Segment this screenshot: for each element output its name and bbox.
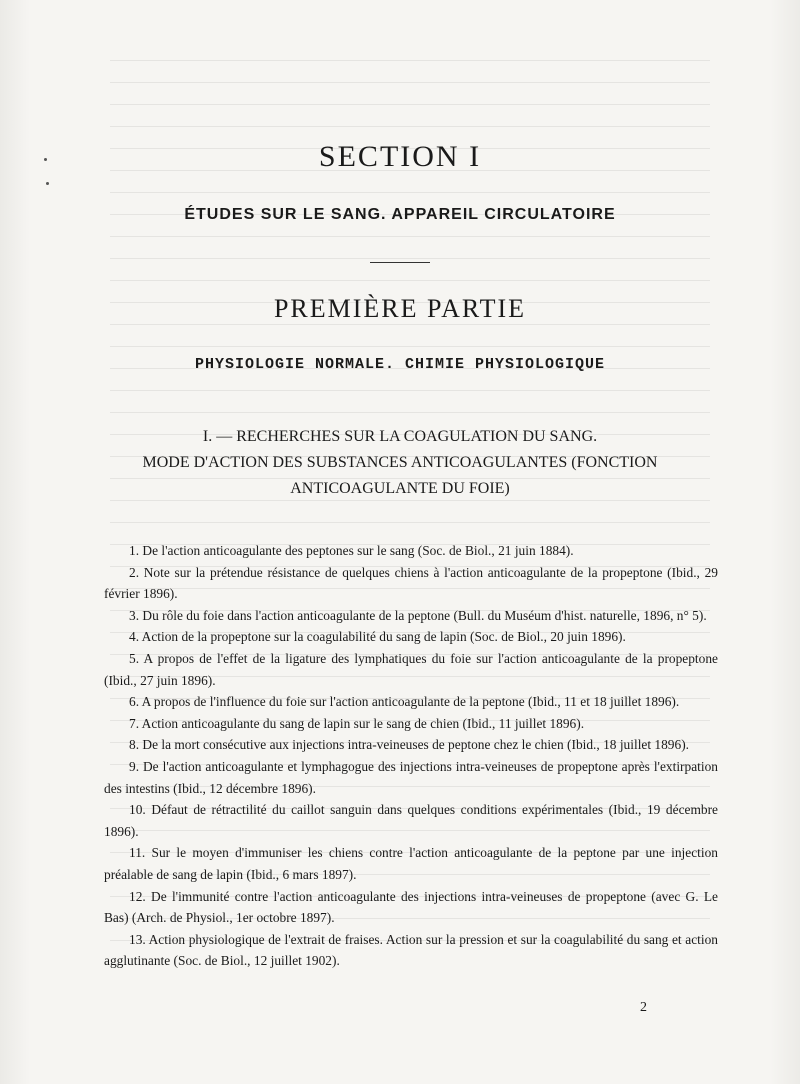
chapter-line-1: I. — RECHERCHES SUR LA COAGULATION DU SANG. xyxy=(202,428,598,445)
list-item: 7. Action anticoagulante du sang de lapin sur le sang de chien (Ibid., 11 juillet 1896). xyxy=(129,715,585,731)
publication-list xyxy=(104,540,718,972)
list-item: 11. Sur le moyen d'immuniser les chiens contre l'action anticoagulante de la peptone par une injection préalable de sang de lapin (Ibid., 6 mars 1897). xyxy=(104,845,718,882)
list-item: 12. De l'immunité contre l'action anticoagulante des injections intra-veineuses de propeptone (avec G. Le Bas) (Arch. de Physiol., 1er octobre 1897). xyxy=(104,888,718,926)
list-item: 4. Action de la propeptone sur la coagulabilité du sang de lapin (Soc. de Biol., 20 juin 1896). xyxy=(129,629,626,645)
list-item: 6. A propos de l'influence du foie sur l'action anticoagulante de la peptone (Ibid., 11 et 18 juillet 1896). xyxy=(129,694,680,710)
list-item: 8. De la mort consécutive aux injections intra-veineuses de peptone chez le chien (Ibid., 18 juillet 1896). xyxy=(129,737,690,753)
list-item: 2. Note sur la prétendue résistance de quelques chiens à l'action anticoagulante de la propeptone (Ibid., 29 février 1896). xyxy=(104,564,718,602)
list-item: 5. A propos de l'effet de la ligature des lymphatiques du foie sur l'action anticoagulante de la propeptone (Ibid., 27 juin 1896). xyxy=(104,650,718,688)
part-subtitle: PHYSIOLOGIE NORMALE. CHIMIE PHYSIOLOGIQUE xyxy=(194,356,606,373)
list-item: 10. Défaut de rétractilité du caillot sanguin dans quelques conditions expérimentales (Ibid., 19 décembre 1896). xyxy=(104,802,718,839)
divider-rule xyxy=(370,262,430,263)
list-item: 1. De l'action anticoagulante des peptones sur le sang (Soc. de Biol., 21 juin 1884). xyxy=(129,543,574,558)
page-number: 2 xyxy=(640,1000,647,1015)
list-item: 3. Du rôle du foie dans l'action anticoagulante de la peptone (Bull. du Muséum d'hist. naturelle, 1896, n° 5). xyxy=(129,607,707,623)
chapter-heading xyxy=(100,424,700,502)
speck xyxy=(44,158,47,161)
speck xyxy=(46,182,49,185)
list-item: 9. De l'action anticoagulante et lymphagogue des injections intra-veineuses de propeptone après l'extirpation des intestins (Ibid., 12 décembre 1896). xyxy=(104,758,718,796)
chapter-line-3: ANTICOAGULANTE DU FOIE) xyxy=(290,480,510,497)
part-title: PREMIÈRE PARTIE xyxy=(273,294,527,323)
list-item: 13. Action physiologique de l'extrait de fraises. Action sur la pression et sur la coagulabilité du sang et action agglutinante (Soc. de Biol., 12 juillet 1902). xyxy=(104,931,718,969)
section-title: SECTION I xyxy=(318,140,482,173)
chapter-line-2: MODE D'ACTION DES SUBSTANCES ANTICOAGULANTES (FONCTION xyxy=(142,454,658,471)
section-subtitle: ÉTUDES SUR LE SANG. APPAREIL CIRCULATOIRE xyxy=(184,206,616,223)
